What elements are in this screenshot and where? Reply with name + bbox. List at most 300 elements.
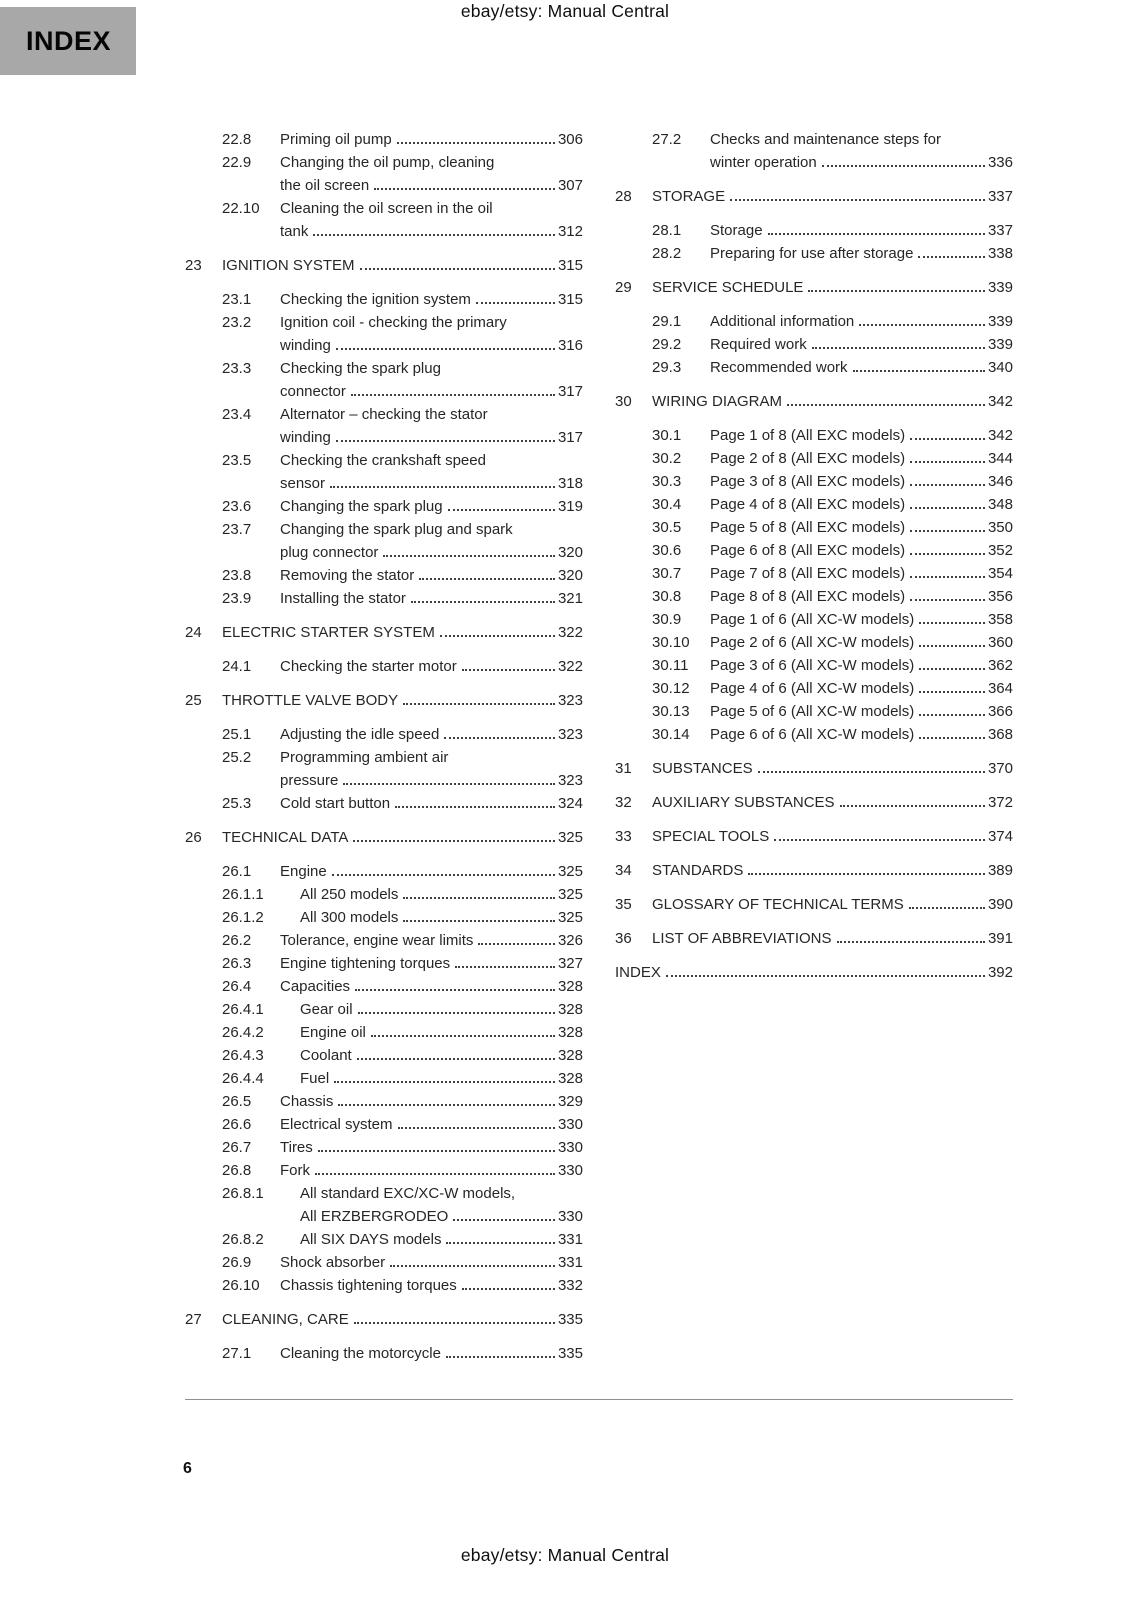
toc-entry-page: 323 [557,692,583,709]
toc-entry-title: Shock absorber [280,1254,386,1271]
toc-entry-page: 325 [557,886,583,903]
dot-leader [455,965,555,968]
toc-entry-title: Tires [280,1139,313,1156]
toc-entry-last-line [222,621,583,644]
toc-entry-number: 26.8.1 [222,1185,264,1202]
dot-leader [403,919,555,922]
toc-entry-page: 319 [557,498,583,515]
toc-entry-title: Electrical system [280,1116,393,1133]
toc-entry-number: 26.1.1 [222,886,264,903]
toc-entry-title: plug connector [280,544,379,561]
toc-entry-last-line [280,1113,583,1136]
toc-entry-number: 22.9 [222,154,252,171]
toc-entry-title: Page 3 of 6 (All XC-W models) [710,657,915,674]
dot-leader [353,839,555,842]
dot-leader [774,838,985,841]
toc-entry [222,1044,583,1067]
toc-entry-body [280,1136,583,1159]
toc-entry-page: 366 [987,703,1013,720]
toc-entry-number: 30.7 [652,565,682,582]
toc-entry [222,1113,583,1136]
toc-entry-number: 30.8 [652,588,682,605]
toc-entry-body [710,447,1013,470]
toc-entry-body [710,631,1013,654]
dot-leader [446,1355,555,1358]
toc-entry-page: 328 [557,978,583,995]
toc-entry-number: 31 [615,760,632,777]
toc-entry-title: winter operation [710,154,817,171]
toc-entry-page: 330 [557,1208,583,1225]
toc-entry-title: IGNITION SYSTEM [222,257,355,274]
toc-entry-body [280,288,583,311]
toc-entry-page: 327 [557,955,583,972]
toc-entry-number: 23.1 [222,291,252,308]
toc-entry-number: 30.3 [652,473,682,490]
toc-entry-last-line [710,562,1013,585]
toc-entry [222,1251,583,1274]
toc-entry-number: 26.4.2 [222,1024,264,1041]
toc-entry [222,495,583,518]
toc-entry-last-line [710,631,1013,654]
toc-entry [652,608,1013,631]
dot-leader [334,1080,555,1083]
toc-entry-last-line [280,587,583,610]
toc-entry [222,357,583,403]
toc-entry-last-line [280,769,583,792]
toc-entry-title: Page 8 of 8 (All EXC models) [710,588,906,605]
toc-entry-page: 329 [557,1093,583,1110]
toc-entry-last-line [652,859,1013,882]
toc-entry-body [652,859,1013,882]
toc-entry-page: 354 [987,565,1013,582]
toc-entry-title: Cleaning the motorcycle [280,1345,441,1362]
toc-entry-page: 335 [557,1345,583,1362]
toc-entry-number: 35 [615,896,632,913]
toc-entry [652,562,1013,585]
toc-entry-page: 348 [987,496,1013,513]
toc-entry-last-line [710,654,1013,677]
dot-leader [910,460,985,463]
toc-entry-last-line [710,700,1013,723]
toc-entry-body [280,792,583,815]
toc-entry-title: pressure [280,772,339,789]
toc-entry-number: 27 [185,1311,202,1328]
toc-entry-page: 325 [557,909,583,926]
toc-entry-body [280,1274,583,1297]
toc-entry-last-line [710,585,1013,608]
toc-entry-number: 22.10 [222,200,260,217]
footer-title: ebay/etsy: Manual Central [460,1545,670,1565]
dot-leader [748,872,985,875]
toc-entry-body [710,654,1013,677]
toc-entry-title: Page 1 of 8 (All EXC models) [710,427,906,444]
toc-entry-number: 30.13 [652,703,690,720]
toc-entry-last-line [615,961,1013,984]
toc-entry-page: 335 [557,1311,583,1328]
toc-entry-title: Engine tightening torques [280,955,451,972]
toc-entry-page: 316 [557,337,583,354]
toc-entry [652,493,1013,516]
toc-entry-last-line [710,242,1013,265]
toc-entry-number: 33 [615,828,632,845]
toc-entry-number: 25.1 [222,726,252,743]
index-tab [0,7,136,75]
toc-entry-last-line [222,254,583,277]
toc-entry-title: WIRING DIAGRAM [652,393,782,410]
toc-entry-title: winding [280,337,331,354]
toc-entry-last-line [652,791,1013,814]
toc-entry-last-line [280,220,583,243]
toc-entry [222,564,583,587]
page-number: 6 [183,1460,192,1477]
toc-entry-number: 30.9 [652,611,682,628]
toc-entry-last-line [280,1159,583,1182]
toc-entry-page: 392 [987,964,1013,981]
toc-entry-body [710,516,1013,539]
toc-entry-title: Chassis [280,1093,334,1110]
toc-entry-last-line [652,825,1013,848]
dot-leader [383,554,555,557]
dot-leader [315,1172,555,1175]
toc-entry-page: 312 [557,223,583,240]
dot-leader [395,805,555,808]
toc-entry [222,1159,583,1182]
toc-entry [652,700,1013,723]
toc-entry-title: Changing the spark plug [280,498,443,515]
toc-entry [615,961,1013,984]
dot-leader [812,346,985,349]
toc-entry-number: 24 [185,624,202,641]
toc-entry-body [280,929,583,952]
toc-entry-number: 30.14 [652,726,690,743]
dot-leader [453,1218,555,1221]
toc-entry-last-line [300,1228,583,1251]
dot-leader [313,233,555,236]
toc-entry-body [652,390,1013,413]
toc-entry [615,791,1013,814]
toc-entry-page: 323 [557,726,583,743]
toc-entry-body [280,860,583,883]
toc-entry-body [280,449,583,495]
toc-entry-page: 362 [987,657,1013,674]
toc-left-column [185,128,583,1365]
toc-entry [222,311,583,357]
toc-entry-last-line [710,310,1013,333]
toc-entry-title-line: All standard EXC/XC-W models, [300,1185,516,1202]
toc-entry [222,883,583,906]
toc-entry-page: 321 [557,590,583,607]
toc-entry-last-line [280,288,583,311]
toc-entry-last-line [300,883,583,906]
dot-leader [666,974,985,977]
toc-entry-number: 30.4 [652,496,682,513]
dot-leader [918,255,985,258]
toc-entry-last-line [710,516,1013,539]
toc-entry-number: 26.1 [222,863,252,880]
toc-entry [222,1021,583,1044]
toc-entry-title: STANDARDS [652,862,744,879]
toc-entry-last-line [710,470,1013,493]
toc-entry-title: Chassis tightening torques [280,1277,457,1294]
toc-entry-last-line [710,333,1013,356]
toc-entry-body [710,470,1013,493]
toc-entry-title-line: Changing the oil pump, cleaning [280,154,495,171]
toc-entry-title: Page 5 of 8 (All EXC models) [710,519,906,536]
toc-entry-page: 374 [987,828,1013,845]
dot-leader [390,1264,555,1267]
toc-entry-title-line: Checks and maintenance steps for [710,131,941,148]
toc-entry-title: tank [280,223,309,240]
toc-entry-page: 318 [557,475,583,492]
toc-entry-title: Storage [710,222,763,239]
toc-entry-title: Required work [710,336,807,353]
toc-entry [222,587,583,610]
toc-entry-title: Page 6 of 6 (All XC-W models) [710,726,915,743]
toc-entry-page: 323 [557,772,583,789]
toc-entry-title: Page 4 of 8 (All EXC models) [710,496,906,513]
toc-entry-body [710,493,1013,516]
toc-entry-number: 30.12 [652,680,690,697]
toc-entry-title: Engine oil [300,1024,366,1041]
toc-entry-page: 360 [987,634,1013,651]
toc-entry-title: INDEX [615,964,661,981]
dot-leader [919,667,985,670]
toc-entry-body [652,276,1013,299]
toc-entry-body [300,1067,583,1090]
toc-entry-body [280,746,583,792]
toc-entry-title: Adjusting the idle speed [280,726,440,743]
toc-entry-last-line [280,655,583,678]
toc-entry-last-line [652,276,1013,299]
toc-entry-last-line [710,493,1013,516]
toc-entry-body [300,998,583,1021]
toc-entry-number: 30.1 [652,427,682,444]
toc-entry-number: 26.6 [222,1116,252,1133]
toc-entry-last-line [280,975,583,998]
toc-entry-number: 32 [615,794,632,811]
toc-entry-page: 325 [557,829,583,846]
toc-entry [615,927,1013,950]
toc-entry-last-line [280,929,583,952]
toc-entry [222,952,583,975]
toc-entry-body [280,197,583,243]
toc-entry-page: 330 [557,1139,583,1156]
toc-entry-last-line [280,1136,583,1159]
toc-entry-page: 328 [557,1024,583,1041]
toc-entry-title: SPECIAL TOOLS [652,828,770,845]
toc-entry-last-line [280,541,583,564]
toc-entry-body [710,356,1013,379]
toc-entry-body [280,1090,583,1113]
toc-entry-page: 317 [557,429,583,446]
toc-entry-last-line [280,380,583,403]
toc-entry-body [280,723,583,746]
toc-entry-body [280,311,583,357]
dot-leader [354,1321,555,1324]
toc-entry-body [652,825,1013,848]
toc-entry-last-line [300,998,583,1021]
dot-leader [360,267,555,270]
toc-entry-title: Priming oil pump [280,131,392,148]
toc-entry-title: Tolerance, engine wear limits [280,932,474,949]
toc-entry-page: 320 [557,567,583,584]
dot-leader [840,804,985,807]
toc-entry-title: ELECTRIC STARTER SYSTEM [222,624,435,641]
dot-leader [919,713,985,716]
toc-entry-last-line [280,723,583,746]
dot-leader [859,323,985,326]
toc-entry-page: 372 [987,794,1013,811]
toc-entry-title: Gear oil [300,1001,353,1018]
toc-entry [615,859,1013,882]
toc-entry-number: 23 [185,257,202,274]
toc-entry-number: 27.2 [652,131,682,148]
toc-entry-body [300,906,583,929]
toc-entry-number: 29 [615,279,632,296]
toc-entry-last-line [280,1342,583,1365]
toc-entry-title-line: Checking the crankshaft speed [280,452,486,469]
dot-leader [910,483,985,486]
toc-entry-number: 24.1 [222,658,252,675]
toc-entry-page: 307 [557,177,583,194]
toc-entry-body [710,219,1013,242]
dot-leader [910,575,985,578]
toc-entry-title: All 250 models [300,886,399,903]
toc-entry [222,723,583,746]
toc-entry-last-line [300,1067,583,1090]
dot-leader [419,577,555,580]
toc-entry-number: 26.1.2 [222,909,264,926]
dot-leader [808,289,985,292]
dot-leader [787,403,985,406]
toc-entry-page: 338 [987,245,1013,262]
toc-entry-number: 28 [615,188,632,205]
toc-entry-number: 23.3 [222,360,252,377]
dot-leader [440,634,555,637]
toc-entry-page: 331 [557,1231,583,1248]
toc-entry-number: 23.8 [222,567,252,584]
toc-entry-page: 306 [557,131,583,148]
dot-leader [768,232,985,235]
toc-entry-page: 328 [557,1047,583,1064]
dot-leader [374,187,555,190]
toc-entry [652,539,1013,562]
toc-entry-body [710,608,1013,631]
toc-entry-number: 30.6 [652,542,682,559]
toc-entry-title: All SIX DAYS models [300,1231,442,1248]
toc-entry-last-line [710,447,1013,470]
toc-entry-title: Page 6 of 8 (All EXC models) [710,542,906,559]
dot-leader [444,736,555,739]
toc-entry-body [280,495,583,518]
toc-entry-last-line [710,677,1013,700]
toc-entry [652,585,1013,608]
toc-entry-last-line [280,495,583,518]
toc-entry [652,310,1013,333]
toc-entry [222,197,583,243]
toc-entry-last-line [280,564,583,587]
toc-entry-last-line [652,185,1013,208]
toc-entry [615,757,1013,780]
dot-leader [837,940,985,943]
toc-entry [652,677,1013,700]
toc-entry-body [300,883,583,906]
toc-entry-title: TECHNICAL DATA [222,829,349,846]
toc-entry-body [280,1159,583,1182]
toc-entry-title: the oil screen [280,177,370,194]
toc-entry-body [710,539,1013,562]
toc-entry-body [652,757,1013,780]
toc-entry-body [300,1044,583,1067]
toc-entry-last-line [280,860,583,883]
toc-entry [615,825,1013,848]
toc-entry-title: Engine [280,863,327,880]
toc-entry-number: 26.4.4 [222,1070,264,1087]
toc-entry-title: Checking the starter motor [280,658,457,675]
toc-entry-last-line [710,608,1013,631]
toc-entry-number: 36 [615,930,632,947]
dot-leader [446,1241,555,1244]
toc-entry-body [710,562,1013,585]
toc-entry-page: 337 [987,222,1013,239]
header-title: ebay/etsy: Manual Central [460,1,670,21]
toc-entry [185,1308,583,1331]
dot-leader [336,347,555,350]
dot-leader [448,508,555,511]
toc-entry-page: 328 [557,1070,583,1087]
toc-entry [222,1090,583,1113]
toc-entry-last-line [222,826,583,849]
toc-entry-last-line [710,356,1013,379]
toc-entry [615,390,1013,413]
toc-entry [222,151,583,197]
toc-entry [222,792,583,815]
toc-entry-title: Page 3 of 8 (All EXC models) [710,473,906,490]
toc-entry-page: 342 [987,393,1013,410]
toc-entry-title: SERVICE SCHEDULE [652,279,804,296]
dot-leader [403,896,555,899]
toc-entry-page: 342 [987,427,1013,444]
toc-entry [222,1342,583,1365]
toc-entry-last-line [280,952,583,975]
toc-entry-title: All ERZBERGRODEO [300,1208,449,1225]
toc-entry [615,893,1013,916]
toc-entry-title: Preparing for use after storage [710,245,914,262]
toc-entry-number: 30.5 [652,519,682,536]
toc-entry-last-line [280,1274,583,1297]
toc-entry-page: 370 [987,760,1013,777]
toc-entry-last-line [300,1205,583,1228]
toc-entry-title: GLOSSARY OF TECHNICAL TERMS [652,896,904,913]
dot-leader [403,702,555,705]
dot-leader [910,437,985,440]
toc-entry-body [300,1228,583,1251]
toc-entry-last-line [710,151,1013,174]
toc-entry [652,424,1013,447]
toc-entry-body [710,128,1013,174]
toc-entry-last-line [280,1251,583,1274]
toc-entry-last-line [710,219,1013,242]
toc-entry [222,975,583,998]
toc-entry-body [280,128,583,151]
toc-entry-number: 23.5 [222,452,252,469]
toc-entry [222,403,583,449]
toc-entry-title: Additional information [710,313,855,330]
toc-entry-body [222,689,583,712]
toc-entry [652,128,1013,174]
toc-entry-body [280,357,583,403]
dot-leader [357,1057,555,1060]
